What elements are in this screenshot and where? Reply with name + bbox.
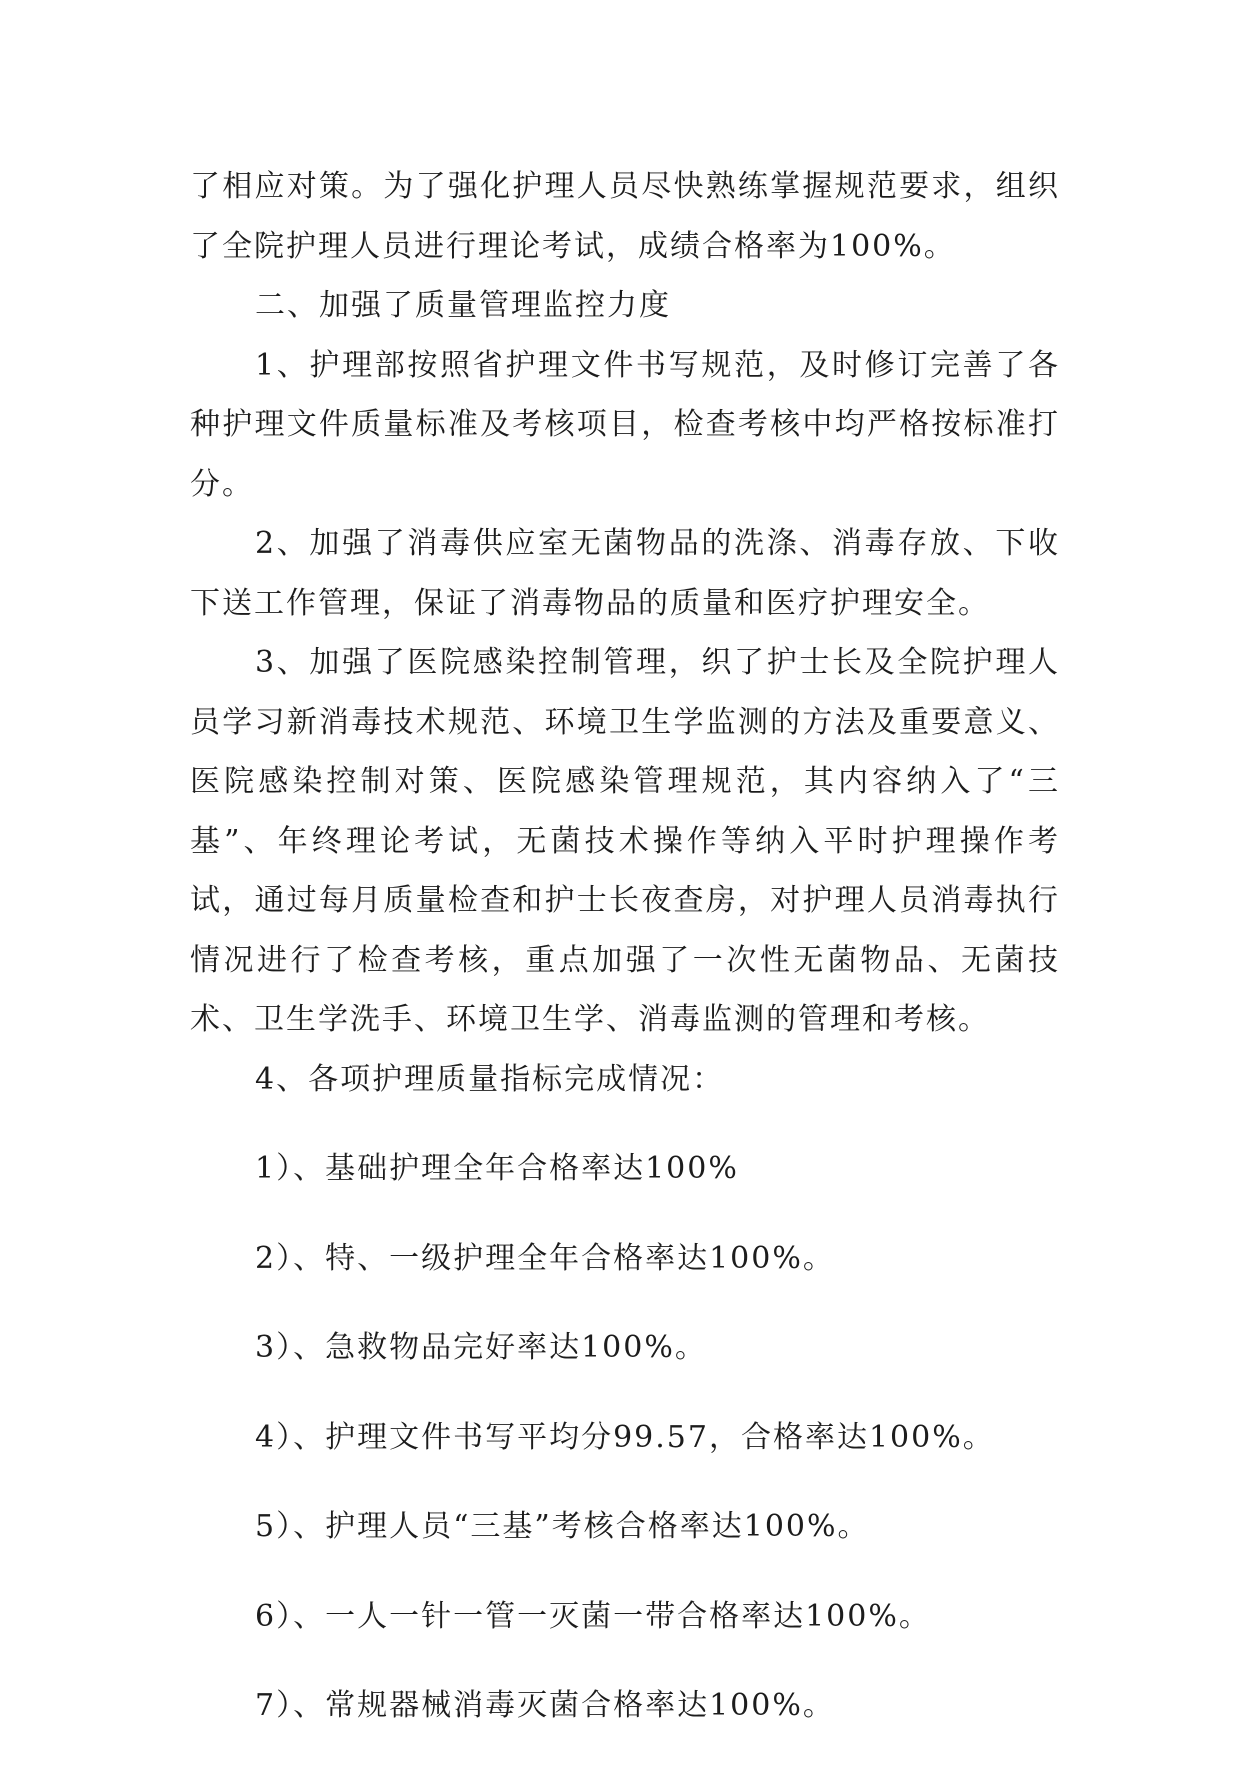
list-item: 2）、特、一级护理全年合格率达100%。 [255, 1240, 835, 1276]
paragraph-item-1: 1、护理部按照省护理文件书写规范，及时修订完善了各种护理文件质量标准及考核项目，检查考核中均严格按标准打分。 [190, 347, 1060, 502]
document-body [190, 157, 1060, 1766]
paragraph-item-2: 2、加强了消毒供应室无菌物品的洗涤、消毒存放、下收下送工作管理，保证了消毒物品的质量和医疗护理安全。 [190, 526, 1060, 621]
list-item: 6）、一人一针一管一灭菌一带合格率达100%。 [255, 1598, 931, 1634]
list-item: 5）、护理人员“三基”考核合格率达100%。 [255, 1509, 870, 1544]
list-item: 1）、基础护理全年合格率达100% [255, 1151, 739, 1186]
paragraph-item-4: 4、各项护理质量指标完成情况： [255, 1061, 725, 1097]
list-item: 7）、常规器械消毒灭菌合格率达100%。 [255, 1688, 835, 1723]
paragraph-continued: 了相应对策。为了强化护理人员尽快熟练掌握规范要求，组织了全院护理人员进行理论考试，成绩合格率为100%。 [190, 169, 1060, 264]
section-heading-2: 二、加强了质量管理监控力度 [255, 288, 671, 323]
list-item: 4）、护理文件书写平均分99.57，合格率达100%。 [255, 1419, 995, 1455]
list-item: 3）、急救物品完好率达100%。 [255, 1330, 707, 1365]
paragraph-item-3: 3、加强了医院感染控制管理，织了护士长及全院护理人员学习新消毒技术规范、环境卫生学监测的方法及重要意义、医院感染控制对策、医院感染管理规范，其内容纳入了“三基”、年终理论考试，无菌技术操作等纳入平时护理操作考试，通过每月质量检查和护士长夜查房，对护理人员消毒执行情况进行了检查考核，重点加强了一次性无菌物品、无菌技术、卫生学洗手、环境卫生学、消毒监测的管理和考核。 [190, 645, 1060, 1037]
